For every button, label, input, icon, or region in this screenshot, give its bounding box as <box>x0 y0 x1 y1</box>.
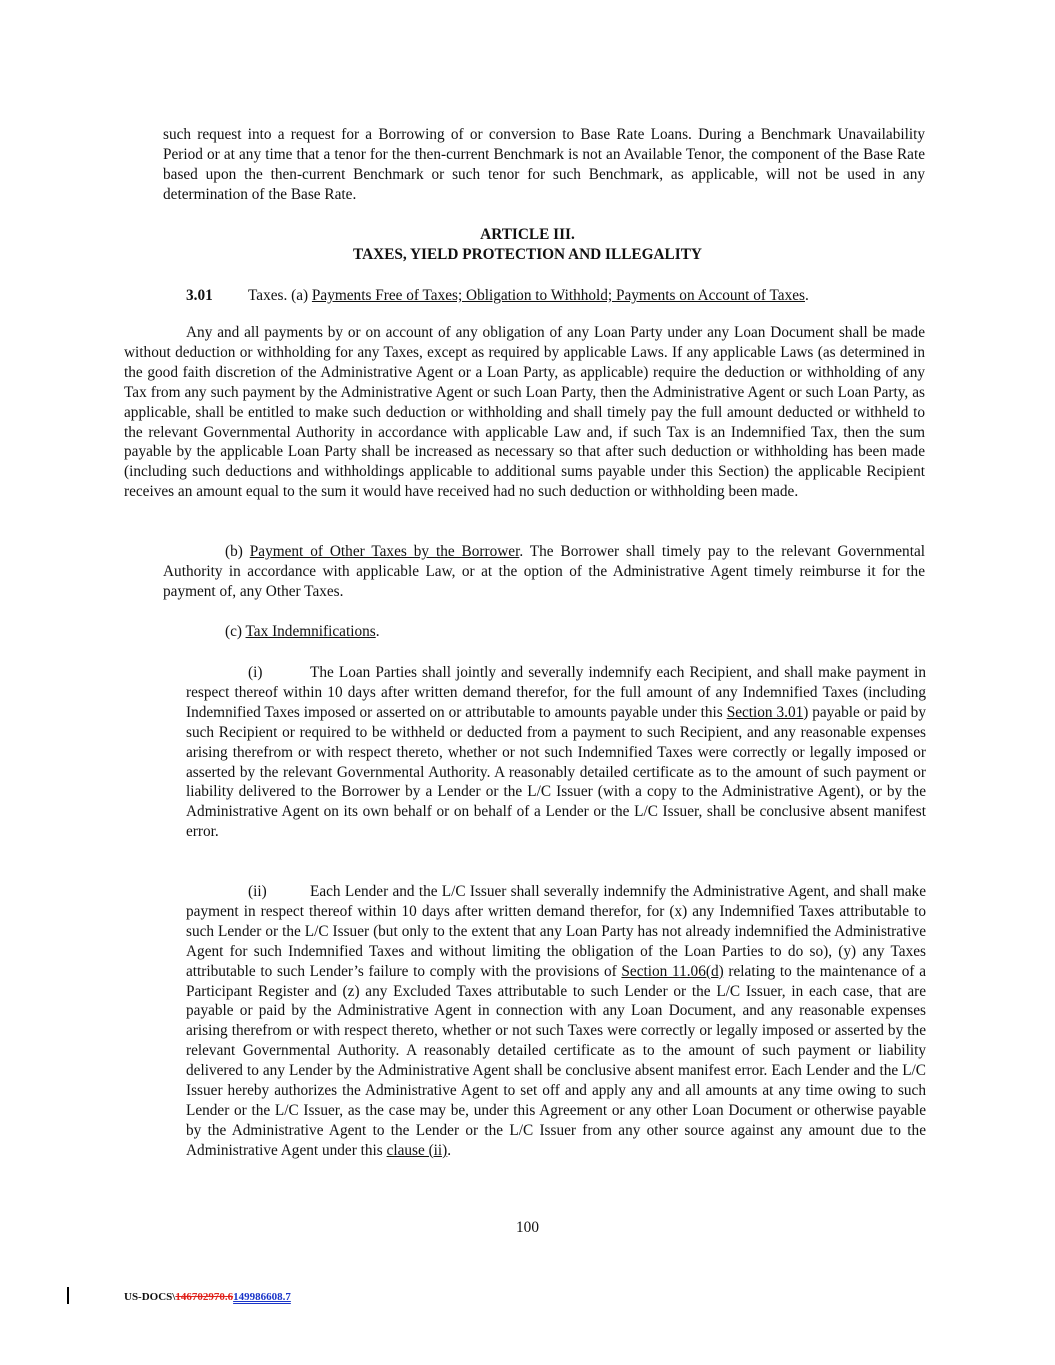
paragraph-i-label: (i) <box>248 664 263 681</box>
paragraph-i-text: The Loan Parties shall jointly and severally indemnify each Recipient, and shall make payment in respect thereof within 10 days after written demand therefor, for the full amount of any Indemnified Taxes (including Indemnified Taxes imposed or asserted on or attributable to amounts payable under this <box>186 664 926 721</box>
paragraph-c <box>225 622 380 642</box>
section-subheading: Payments Free of Taxes; Obligation to Withhold; Payments on Account of Taxes <box>311 287 805 304</box>
section-number: 3.01 <box>186 287 213 304</box>
article-number: ARTICLE III. <box>480 226 575 243</box>
section-heading-end: . <box>804 287 809 304</box>
section-reference-link[interactable]: Section 11.06(d) <box>621 962 724 980</box>
article-heading <box>0 225 1055 265</box>
footer-inserted-id: 149986608.7 <box>233 1291 291 1303</box>
paragraph-c-heading: Tax Indemnifications <box>245 623 376 640</box>
section-reference-link[interactable]: Section 3.01 <box>726 703 804 721</box>
paragraph-ii-label: (ii) <box>248 883 267 900</box>
paragraph-a-text: Any and all payments by or on account of any obligation of any Loan Party under any Loan Document shall be made without deduction or withholding for any Taxes, except as required by applicable Laws. If any applicable Laws (as determined in the good faith discretion of the Administrative Agent or a Loan Party, as applicable) require the deduction or withholding of any Tax from any such payment by the Administrative Agent or such Loan Party, then the Administrative Agent or such Loan Party, as applicable, shall be entitled to make such deduction or withholding and shall timely pay the full amount deducted or withheld to the relevant Governmental Authority in accordance with applicable Law and, if such Tax is an Indemnified Tax, then the sum payable by the applicable Loan Party shall be increased as necessary so that after such deduction or withholding has been made (including such deductions and withholdings applicable to additional sums payable under this Section) the applicable Recipient receives an amount equal to the sum it would have received had no such deduction or withholding been made. <box>124 324 925 501</box>
clause-reference-link[interactable]: clause (ii) <box>386 1141 448 1159</box>
article-title: TAXES, YIELD PROTECTION AND ILLEGALITY <box>353 245 702 263</box>
paragraph-b <box>163 542 925 602</box>
paragraph-i <box>186 663 926 842</box>
paragraph-ii-end: . <box>447 1141 452 1159</box>
document-footer <box>124 1288 291 1308</box>
section-3-01-heading <box>186 286 926 306</box>
paragraph-c-end: . <box>375 623 380 640</box>
continuation-text: such request into a request for a Borrowing of or conversion to Base Rate Loans. During a Benchmark Unavailability Period or at any time that a tenor for the then-current Benchmark is not an Available Tenor, the component of the Base Rate based upon the then-current Benchmark or such tenor for such Benchmark, as applicable, will not be used in any determination of the Base Rate. <box>163 126 925 203</box>
continuation-paragraph <box>163 125 925 205</box>
change-bar <box>67 1287 69 1304</box>
paragraph-b-text: . The Borrower shall timely pay to the relevant Governmental Authority in accordance with applicable Law, or at the option of the Administrative Agent timely reimburse it for the payment of, any Other Taxes. <box>163 543 925 600</box>
paragraph-a <box>124 323 925 502</box>
paragraph-i-text-cont: ) payable or paid by such Recipient or required to be withheld or deducted from a payment to such Recipient, and any reasonable expenses arising therefrom or with respect thereto, whether or not such Indemnified Taxes were correctly or legally imposed or asserted by the relevant Governmental Authority. A reasonably detailed certificate as to the amount of such payment or liability delivered to the Borrower by a Lender or the L/C Issuer (with a copy to the Administrative Agent), or by the Administrative Agent on its own behalf or on behalf of a Lender or the L/C Issuer, shall be conclusive absent manifest error. <box>186 703 926 841</box>
page-number: 100 <box>516 1219 539 1236</box>
paragraph-ii-text-cont: relating to the maintenance of a Participant Register and (z) any Excluded Taxes attributable to such Lender or the L/C Issuer, in each case, that are payable or paid by the Administrative Agent in connection with any Loan Document, and any reasonable expenses arising therefrom or with respect thereto, whether or not such Taxes were correctly or legally imposed or asserted by the relevant Governmental Authority. A reasonably detailed certificate as to the amount of such payment or liability delivered to any Lender by the Administrative Agent shall be conclusive absent manifest error. Each Lender and the L/C Issuer hereby authorizes the Administrative Agent to set off and apply any and all amounts at any time owing to such Lender or the L/C Issuer, as the case may be, under this Agreement or any other Loan Document or otherwise payable by the Administrative Agent to the Lender or the L/C Issuer from any other source against any amount due to the Administrative Agent under this <box>186 962 927 1159</box>
paragraph-ii-text: Each Lender and the L/C Issuer shall severally indemnify the Administrative Agent, and shall make payment in respect thereof within 10 days after written demand therefor, for (x) any Indemnified Taxes attributable to such Lender or the L/C Issuer (but only to the extent that any Loan Party has not already indemnified the Administrative Agent for such Indemnified Taxes and without limiting the obligation of the Loan Parties to do so), (y) any Taxes attributable to such Lender’s failure to comply with the provisions of <box>186 883 926 980</box>
paragraph-c-label: (c) <box>225 623 246 640</box>
footer-prefix: US-DOCS\ <box>124 1291 176 1303</box>
section-lead: Taxes. (a) <box>248 287 312 304</box>
paragraph-b-heading: Payment of Other Taxes by the Borrower <box>249 543 520 560</box>
paragraph-ii <box>186 882 926 1161</box>
footer-deleted-id: 146702970.6 <box>175 1291 234 1303</box>
paragraph-b-label: (b) <box>225 543 250 560</box>
